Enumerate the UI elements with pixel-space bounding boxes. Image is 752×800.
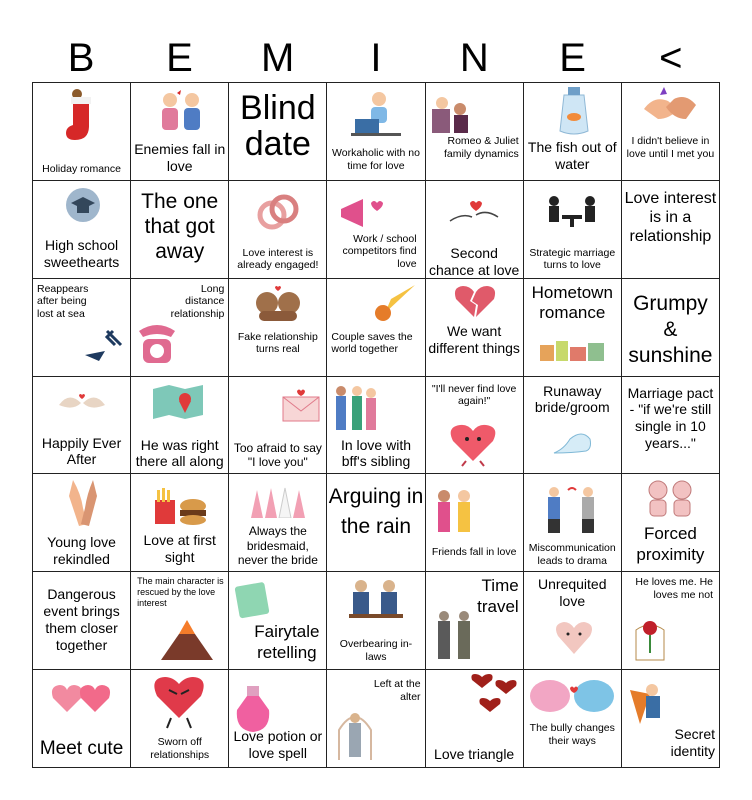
cell-text: Couple saves the world together	[331, 330, 413, 356]
friends-icon	[432, 488, 476, 534]
cell-text: Arguing in the rain	[328, 485, 424, 538]
header-letter: <	[659, 36, 683, 80]
bingo-cell[interactable]	[327, 279, 425, 377]
glass-slipper-icon	[552, 425, 596, 459]
family-icon	[341, 576, 411, 632]
cell-text: Happily Ever After	[41, 434, 122, 468]
cell-text: The fish out of water	[527, 139, 617, 172]
header-letter: M	[261, 36, 295, 80]
cell-text: Marriage pact - "if we're still single in 10 years..."	[627, 384, 714, 451]
bingo-cell[interactable]	[524, 670, 622, 768]
arguing-couple-icon	[155, 89, 207, 133]
meteor-icon	[367, 283, 417, 323]
cell-text: Meet cute	[39, 738, 124, 760]
shipwreck-icon	[81, 325, 127, 365]
cell-text: Strategic marriage turns to love	[529, 246, 616, 272]
header-letter: E	[166, 36, 193, 80]
cell-text: Second chance at love	[428, 244, 520, 278]
bingo-cell[interactable]	[229, 670, 327, 768]
cell-text: High school sweethearts	[43, 236, 120, 270]
bingo-cell[interactable]	[131, 279, 229, 377]
cell-text: Hometown romance	[531, 282, 613, 323]
cell-text: Love potion or love spell	[233, 728, 323, 761]
cell-text: Dangerous event brings them closer together	[43, 586, 120, 653]
cell-text: He was right there all along	[135, 436, 224, 470]
bingo-cell[interactable]	[327, 181, 425, 279]
bingo-cell[interactable]	[426, 474, 524, 572]
cell-text: The one that got away	[141, 189, 219, 264]
bingo-cell[interactable]	[229, 83, 327, 181]
cell-text: Secret identity	[670, 726, 715, 759]
header-letter: B	[67, 36, 95, 80]
cell-text: Runaway bride/groom	[534, 382, 610, 416]
graduation-cap-icon	[65, 187, 101, 223]
heart-character-icon	[448, 421, 498, 467]
bingo-cell[interactable]	[131, 377, 229, 475]
angry-heart-icon	[151, 672, 207, 730]
groom-icon	[335, 704, 375, 762]
bingo-cell[interactable]	[327, 377, 425, 475]
town-icon	[538, 337, 608, 361]
cell-text: Love at first sight	[143, 532, 216, 566]
bingo-cell[interactable]	[524, 377, 622, 475]
rose-icon	[630, 608, 670, 664]
broken-heart-icon	[452, 283, 496, 319]
bingo-cell[interactable]	[524, 181, 622, 279]
bingo-cell[interactable]	[426, 279, 524, 377]
bridesmaids-icon	[247, 478, 309, 518]
fish-bag-icon	[558, 85, 590, 137]
group-people-icon	[331, 383, 379, 433]
cell-text: Holiday romance	[42, 163, 121, 175]
bingo-cell[interactable]	[131, 83, 229, 181]
bingo-cell[interactable]	[33, 377, 131, 475]
storybook-icon	[233, 580, 273, 620]
bingo-cell[interactable]	[33, 572, 131, 670]
cell-text: Friends fall in love	[431, 546, 517, 559]
bingo-cell[interactable]	[229, 474, 327, 572]
cell-text: We want different things	[428, 322, 520, 356]
hearts-icon	[464, 672, 520, 718]
cell-text: Work / school competitors find love	[342, 232, 417, 271]
bingo-cell[interactable]	[426, 670, 524, 768]
cell-text: Always the bridesmaid, never the bride	[237, 524, 318, 568]
header-letter: E	[559, 36, 586, 80]
rings-icon	[253, 187, 303, 237]
bears-icon	[251, 283, 305, 323]
cell-text: Enemies fall in love	[134, 141, 226, 174]
cell-text: Young love rekindled	[47, 534, 116, 568]
cell-text: Sworn off relationships	[150, 736, 210, 761]
cell-text: Time travel	[477, 576, 519, 616]
cell-text: Too afraid to say "I love you"	[233, 440, 322, 469]
bingo-cell[interactable]	[524, 474, 622, 572]
cell-text: Reappears after being lost at sea	[37, 282, 89, 320]
bingo-cell[interactable]	[131, 181, 229, 279]
romeo-juliet-icon	[430, 91, 474, 135]
bingo-cell[interactable]	[622, 474, 720, 572]
bingo-cell[interactable]	[33, 474, 131, 572]
bingo-cell[interactable]	[622, 377, 720, 475]
cell-text: In love with bff's sibling	[340, 436, 412, 470]
bingo-cell[interactable]	[229, 181, 327, 279]
love-letter-icon	[279, 389, 323, 423]
bingo-cell[interactable]	[131, 474, 229, 572]
bingo-cell[interactable]	[426, 572, 524, 670]
bingo-cell[interactable]	[327, 572, 425, 670]
superhero-icon	[626, 680, 676, 730]
cell-text: He loves me. He loves me not	[635, 576, 713, 601]
cell-text: The bully changes their ways	[529, 722, 615, 747]
bingo-cell[interactable]	[622, 279, 720, 377]
doves-icon	[55, 387, 109, 421]
bingo-cell[interactable]	[622, 83, 720, 181]
bingo-cell[interactable]	[33, 181, 131, 279]
bingo-cell[interactable]	[131, 572, 229, 670]
cell-text: I didn't believe in love until I met you	[626, 135, 715, 160]
bingo-cell[interactable]	[229, 572, 327, 670]
cell-text: Love triangle	[434, 746, 515, 763]
bingo-cell[interactable]	[622, 572, 720, 670]
bingo-cell[interactable]	[622, 181, 720, 279]
bingo-grid	[32, 82, 720, 768]
bingo-cell[interactable]	[622, 670, 720, 768]
chess-couple-icon	[544, 193, 600, 229]
cell-text: Love interest is in a relationship	[624, 189, 717, 246]
bingo-cell[interactable]	[327, 474, 425, 572]
hands-heart-icon	[446, 191, 502, 231]
telephone-icon	[135, 319, 179, 367]
cell-text: Long distance relationship	[170, 282, 225, 320]
volcano-icon	[157, 618, 217, 662]
bingo-cell[interactable]	[327, 83, 425, 181]
handshake-icon	[640, 85, 700, 129]
two-hearts-icon	[51, 680, 113, 714]
cell-text: Love interest is already engaged!	[237, 246, 319, 272]
bingo-header	[32, 34, 720, 82]
header-letter: N	[459, 36, 489, 80]
cell-text: Workaholic with no time for love	[332, 147, 420, 172]
cell-text: Blind date	[240, 89, 316, 163]
stocking-icon	[63, 87, 103, 147]
fries-burger-icon	[149, 484, 209, 528]
potion-icon	[233, 684, 273, 734]
bingo-cell[interactable]	[33, 670, 131, 768]
bingo-cell[interactable]	[327, 670, 425, 768]
cell-text: Left at the alter	[373, 678, 421, 703]
bingo-cell[interactable]	[524, 572, 622, 670]
bingo-cell[interactable]	[33, 279, 131, 377]
bingo-cell[interactable]	[229, 377, 327, 475]
argument-icon	[542, 484, 602, 534]
cell-text: Fairytale retelling	[254, 622, 320, 662]
cell-text: Romeo & Juliet family dynamics	[444, 135, 519, 160]
bingo-cell[interactable]	[426, 181, 524, 279]
bingo-cell[interactable]	[426, 377, 524, 475]
map-pin-icon	[151, 383, 205, 423]
workaholic-icon	[349, 89, 403, 137]
bingo-cell[interactable]	[131, 670, 229, 768]
cell-text: The main character is rescued by the love interest	[137, 576, 224, 608]
bingo-cell[interactable]	[426, 83, 524, 181]
cell-text: "I'll never find love again!"	[431, 382, 517, 408]
header-letter: I	[370, 36, 382, 80]
cell-text: Overbearing in-laws	[339, 638, 413, 663]
cell-text: Fake relationship turns real	[237, 330, 318, 356]
bingo-cell[interactable]	[33, 83, 131, 181]
cell-text: Forced proximity	[636, 524, 705, 564]
cell-text: Grumpy & sunshine	[628, 291, 713, 368]
cell-text: Miscommunication leads to drama	[528, 542, 616, 568]
bingo-cell[interactable]	[524, 83, 622, 181]
sad-heart-icon	[554, 614, 594, 662]
bingo-cell[interactable]	[229, 279, 327, 377]
cartoon-couple-icon	[528, 674, 618, 718]
bingo-cell[interactable]	[524, 279, 622, 377]
astronauts-icon	[642, 478, 698, 518]
cell-text: Unrequited love	[538, 576, 607, 610]
holding-hands-icon	[63, 478, 103, 528]
megaphone-heart-icon	[335, 193, 385, 233]
